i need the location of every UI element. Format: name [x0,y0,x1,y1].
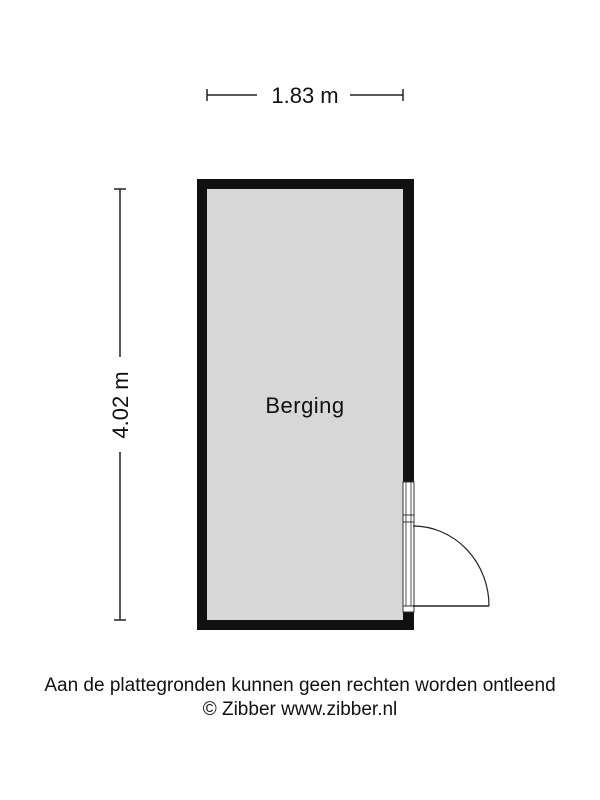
copyright-text: © Zibber www.zibber.nl [202,699,398,720]
height-label: 4.02 m [108,371,133,439]
width-label: 1.83 m [271,83,339,108]
room-label: Berging [265,393,345,418]
width-dimension [207,83,403,108]
room-berging [197,179,489,630]
height-dimension [108,189,133,620]
door-swing [413,526,489,606]
disclaimer-text: Aan de plattegronden kunnen geen rechten worden ontleend [44,675,556,696]
